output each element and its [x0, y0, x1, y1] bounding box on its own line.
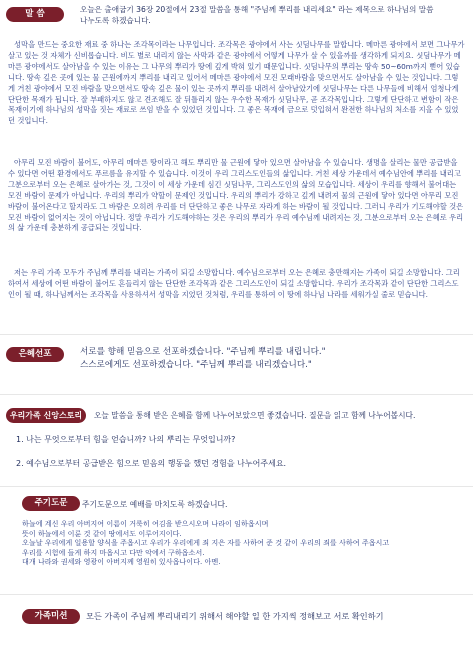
story-intro: 오늘 말씀을 통해 받은 은혜를 함께 나누어보았으면 좋겠습니다. 질문을 읽고 함께 나누어봅시다.: [94, 411, 416, 420]
prayer-line: 우리를 시험에 들게 하지 마옵시고 다만 악에서 구하옵소서.: [22, 547, 205, 557]
sermon-paragraph-3: 저는 우리 가족 모두가 주님께 뿌리를 내리는 가족이 되길 소망합니다. 예수님으로부터 오는 은혜로 충만해지는 가족이 되길 소망합니다. 그리하여서 세상에 어떤 바람이 불어도 흔들리지 않는 단단한 조각목과 같은 그리스도인이 되길 소망합니다. 우리가 조각목과 같이 단단한 그리스도인이 될 때, 하나님께서는 조각목을 사용하셔서 성막을 지었던 것처럼, 우리를 통하여 이 땅에 하나님 나라를 세워가실 줄로 믿습니다.: [8, 268, 460, 299]
story-question-2: 2. 예수님으로부터 공급받은 힘으로 믿음의 행동을 했던 경험을 나누어주세요.: [16, 459, 287, 468]
prayer-line: 하늘에 계신 우리 아버지여 이름이 거룩히 여김을 받으시오며 나라이 임하옵시며: [22, 519, 269, 528]
intro-text: [80, 5, 460, 26]
section-tag-story: 우리가족 신앙스토리: [6, 408, 86, 423]
prayer-intro: 주기도문으로 예배를 마치도록 하겠습니다.: [82, 500, 228, 509]
section-tag-grace: 은혜선포: [6, 347, 64, 362]
grace-declaration: [80, 346, 460, 372]
prayer-line: 대개 나라와 권세와 영광이 아버지께 영원히 있사옵나이다. 아멘.: [22, 557, 221, 567]
prayer-line: 뜻이 하늘에서 이룬 것 같이 땅에서도 이루어지이다.: [22, 528, 182, 538]
intro-line-1: 오늘은 출애굽기 36장 20절에서 23절 말씀을 통해 "주님께 뿌리를 내리세요" 라는 제목으로 하나님의 말씀: [80, 5, 434, 14]
section-tag-word: 말 씀: [6, 7, 64, 22]
mission-text: 모든 가족이 주님께 뿌리내리기 위해서 해야할 일 한 가지씩 정해보고 서로 확인하기: [86, 611, 384, 621]
sermon-paragraph-2: 아무리 모진 바람이 불어도, 아무리 메마른 땅이라고 해도 뿌리만 물 근원에 닿아 있으면 살아남을 수 있습니다. 생명을 살리는 물만 공급받을 수 있다면 어떤 환경에서도 푸르름을 유지할 수 있습니다. 이것이 우리 그리스도인들의 삶입니다. 거친 세상 가운데서 예수님안에 뿌리를 내리고 그분으로부터 오는 은혜로 살아가는 것, 그것이 이 세상 가운데 심긴 싯딤나무, 그리스도인의 삶의 모습입니다. 세상이 우리를 향해서 불어대는 모진 바람이 문제가 아닙니다. 우리의 뿌리가 약할이 문제인 것입니다. 우리의 뿌리가 강하고 깊게 내려져 물의 근원에 닿아 있다면 아무리 모진 바람이 불어온다고 할지라도 그 바람은 오히려 우리를 더 단단하고 좋은 나무로 자라게 하는 바람이 될 것입니다. 그러니 우리가 기도해야할 것은 모진 바람이 없어지는 것이 아닙니다. 정말 우리가 기도해야하는 것은 우리의 뿌리가 우리 예수님께 내려지는 것, 그분으로부터 오는 은혜로 우리의 삶 가운데 충분하게 공급되는 것입니다.: [8, 158, 464, 233]
divider: [0, 394, 473, 395]
sermon-paragraph-1: 성막을 만드는 중요한 재료 중 하나는 조각목이라는 나무입니다. 조각목은 광야에서 사는 싯딤나무를 말합니다. 메마른 광야에서 보면 그나무가 살고 있는 것 자체가 신비롭습니다. 비도 별로 내리지 않는 사막과 같은 광야에서 어떻게 나무가 살 수 있을까를 생각하게 되지요. 싯딤나무가 메마른 광야에서도 살아남을 수 있는 이유는 그 나무의 뿌리가 땅에 깊게 박혀 있기 때문입니다. 싯딤나무의 뿌리는 땅속 50~60m까지 뻗어 있습니다. 땅속 깊은 곳에 있는 물 근원에까지 뿌리를 내리고 있어서 메마른 광야에서 모진 모래바람을 맞으면서도 살아남을 수 있는 것입니다. 그렇게 거친 광야에서 모진 바람을 맞으면서도 땅속 깊은 물이 있는 곳까지 뿌리를 내려서 살아남았기에 싯딤나무는 다른 나무들에 비해서 엄청나게 단단한 목재가 됩니다. 잘 부패하지도 않고 견조해도 잘 뒤틀리지 않는 우수한 목재가 싯딤나무, 곧 조각목입니다. 그렇게 단단하고 변함이 작은 목재이기에 하나님의 성막을 짓는 재료로 쓰임 받을 수 있었던 것입니다. 그 좋은 목재에 금으로 덧입혀서 완전한 하나님의 처소를 지을 수 있었던 것입니다.: [8, 40, 465, 126]
lords-prayer: [22, 519, 462, 567]
grace-line-2: 스스로에게도 선포하겠습니다. "주님께 뿌리를 내리겠습니다.": [80, 360, 312, 370]
divider: [0, 486, 473, 487]
prayer-line: 오늘날 우리에게 일용할 양식을 주옵시고 우리가 우리에게 죄 지은 자를 사하여 준 것 같이 우리의 죄를 사하여 주옵시고: [22, 538, 390, 548]
story-question-1: 1. 나는 무엇으로부터 힘을 얻습니까? 나의 뿌리는 무엇입니까?: [16, 435, 236, 444]
section-tag-prayer: 주기도문: [22, 496, 80, 511]
divider: [0, 594, 473, 595]
grace-line-1: 서로를 향해 믿음으로 선포하겠습니다. "주님께 뿌리를 내립니다.": [80, 347, 326, 357]
intro-line-2: 나누도록 하겠습니다.: [80, 15, 151, 25]
divider: [0, 334, 473, 335]
section-tag-mission: 가족미션: [22, 609, 80, 624]
